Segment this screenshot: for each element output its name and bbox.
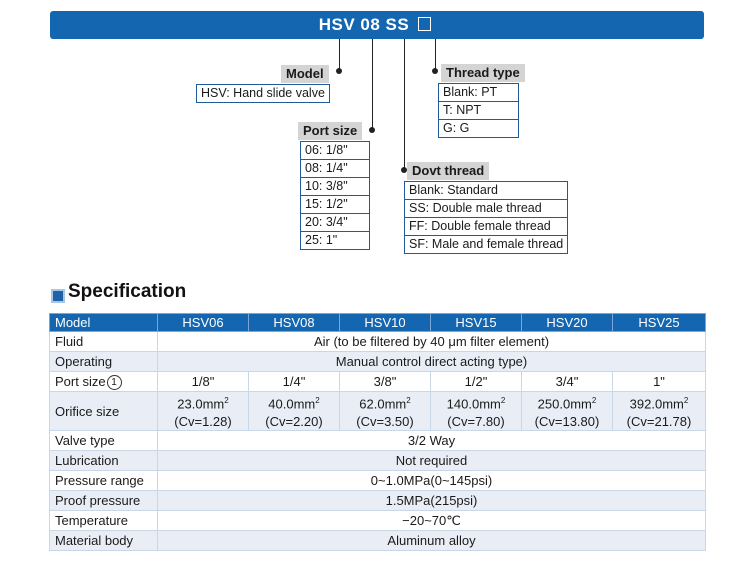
model-option-title: Model: [281, 65, 329, 83]
area-exponent: 2: [683, 396, 689, 406]
column-header: HSV20: [522, 314, 613, 332]
table-cell: Air (to be filtered by 40 μm filter element): [158, 332, 706, 352]
table-row: [50, 431, 706, 451]
option-row: SF: Male and female thread: [405, 235, 567, 253]
orifice-area: 250.0mm: [537, 396, 592, 412]
thread-type-leader-dot: [432, 68, 438, 74]
column-header: HSV08: [249, 314, 340, 332]
option-row: 15: 1/2": [301, 195, 369, 213]
row-label: Valve type: [50, 431, 158, 451]
dovt-thread-leader-line: [404, 39, 405, 170]
dovt-thread-option-table: [404, 181, 568, 254]
table-row: [50, 392, 706, 431]
table-cell: Aluminum alloy: [158, 531, 706, 551]
area-exponent: 2: [500, 396, 506, 406]
column-header: HSV25: [613, 314, 706, 332]
option-row: Blank: Standard: [409, 183, 498, 197]
area-exponent: 2: [591, 396, 597, 406]
port-size-leader-dot: [369, 127, 375, 133]
table-row: [50, 372, 706, 392]
orifice-cv: (Cv=21.78): [626, 413, 692, 429]
option-row: FF: Double female thread: [405, 217, 567, 235]
table-row: [50, 491, 706, 511]
orifice-area: 62.0mm: [359, 396, 407, 412]
option-row: 10: 3/8": [301, 177, 369, 195]
orifice-area: 40.0mm: [268, 396, 316, 412]
table-cell: [340, 392, 431, 431]
blank-option-box: [418, 17, 431, 31]
specification-table: [49, 313, 706, 551]
model-option-table: [196, 84, 330, 103]
dovt-thread-option-title: Dovt thread: [407, 162, 489, 180]
option-row: 20: 3/4": [301, 213, 369, 231]
port-size-option-title: Port size: [298, 122, 362, 140]
column-header: Model: [50, 314, 158, 332]
order-code: [0, 11, 750, 39]
orifice-area: 140.0mm: [446, 396, 501, 412]
table-cell: [522, 392, 613, 431]
row-label: [50, 372, 158, 392]
orifice-cv: (Cv=2.20): [265, 413, 323, 429]
table-row: [50, 352, 706, 372]
table-cell: [249, 392, 340, 431]
table-cell: [613, 392, 706, 431]
orifice-cv: (Cv=7.80): [447, 413, 505, 429]
row-label: Temperature: [50, 511, 158, 531]
table-cell: Not required: [158, 451, 706, 471]
table-cell: 1/8": [158, 372, 249, 392]
option-row: 08: 1/4": [301, 159, 369, 177]
table-cell: 1/2": [431, 372, 522, 392]
table-row: [50, 511, 706, 531]
note-number-badge: 1: [107, 375, 122, 390]
option-row: Blank: PT: [443, 85, 498, 99]
table-row: [50, 531, 706, 551]
port-size-leader-line: [372, 39, 373, 130]
port-size-option-table: [300, 141, 370, 250]
row-label-text: Port size: [55, 373, 106, 389]
column-header: HSV15: [431, 314, 522, 332]
table-cell: 3/4": [522, 372, 613, 392]
orifice-area: 23.0mm: [177, 396, 225, 412]
table-cell: 1/4": [249, 372, 340, 392]
row-label: Orifice size: [50, 392, 158, 431]
area-exponent: 2: [406, 396, 411, 406]
order-code-text: HSV 08 SS: [318, 15, 410, 34]
area-exponent: 2: [315, 396, 320, 406]
row-label: Lubrication: [50, 451, 158, 471]
table-cell: 1.5MPa(215psi): [158, 491, 706, 511]
table-header-row: [50, 314, 706, 332]
row-label: Proof pressure: [50, 491, 158, 511]
row-label: Material body: [50, 531, 158, 551]
section-title: Specification: [68, 281, 187, 302]
orifice-area: 392.0mm: [629, 396, 684, 412]
orifice-cv: (Cv=13.80): [534, 413, 600, 429]
thread-type-option-title: Thread type: [441, 64, 525, 82]
table-cell: [431, 392, 522, 431]
row-label: Operating: [50, 352, 158, 372]
option-row: T: NPT: [439, 101, 518, 119]
table-row: [50, 471, 706, 491]
table-cell: 3/2 Way: [158, 431, 706, 451]
table-cell: [158, 392, 249, 431]
option-row: SS: Double male thread: [405, 199, 567, 217]
table-cell: Manual control direct acting type): [158, 352, 706, 372]
area-exponent: 2: [224, 396, 229, 406]
table-cell: 3/8": [340, 372, 431, 392]
column-header: HSV10: [340, 314, 431, 332]
row-label: Fluid: [50, 332, 158, 352]
table-cell: 1": [613, 372, 706, 392]
option-row: HSV: Hand slide valve: [201, 86, 325, 100]
table-cell: −20~70℃: [158, 511, 706, 531]
column-header: HSV06: [158, 314, 249, 332]
option-row: 25: 1": [301, 231, 369, 249]
orifice-cv: (Cv=3.50): [356, 413, 414, 429]
row-label: Pressure range: [50, 471, 158, 491]
section-bullet-icon: [51, 289, 65, 303]
model-leader-dot: [336, 68, 342, 74]
table-row: [50, 332, 706, 352]
orifice-cv: (Cv=1.28): [174, 413, 232, 429]
option-row: 06: 1/8": [305, 143, 348, 157]
thread-type-option-table: [438, 83, 519, 138]
option-row: G: G: [439, 119, 518, 137]
table-row: [50, 451, 706, 471]
table-cell: 0~1.0MPa(0~145psi): [158, 471, 706, 491]
